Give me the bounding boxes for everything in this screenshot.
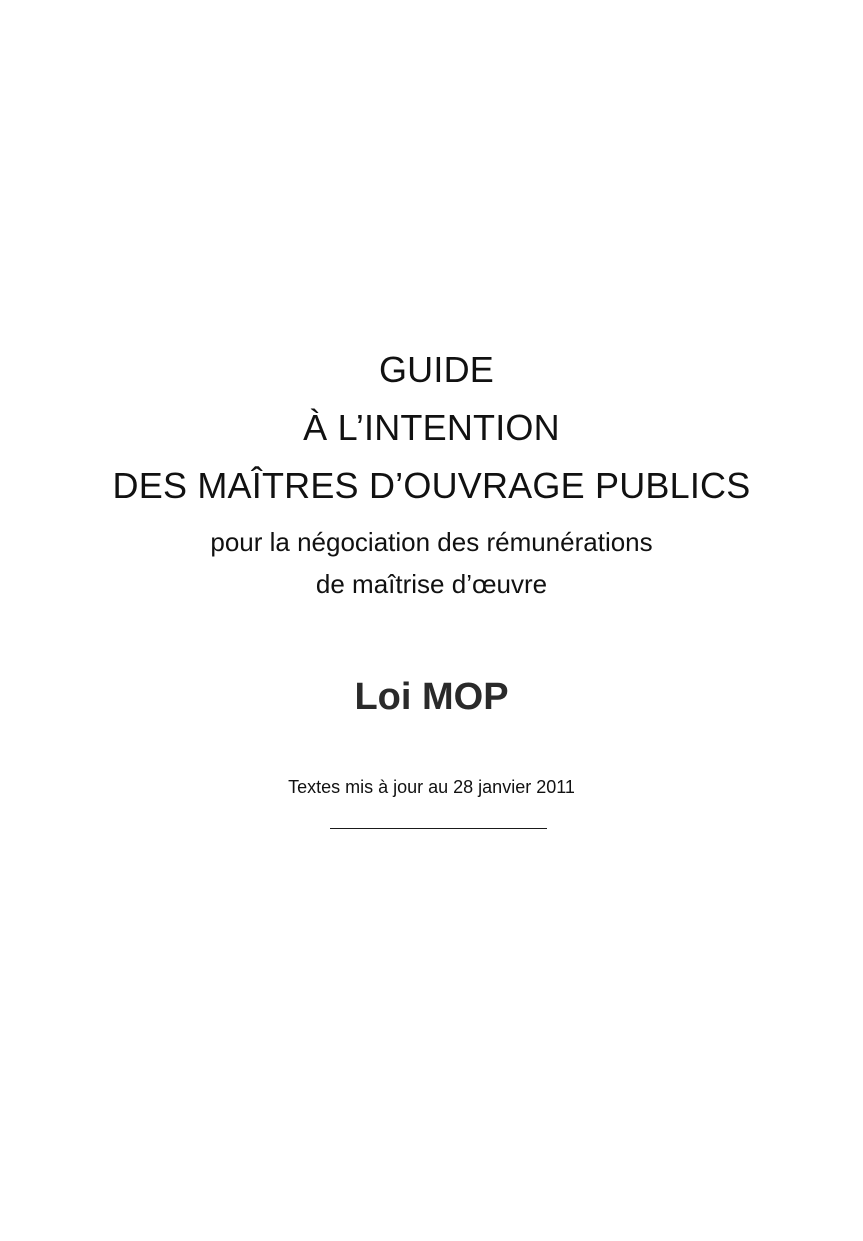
title-line-guide: GUIDE [378, 349, 494, 390]
update-date-note: Textes mis à jour au 28 janvier 2011 [288, 777, 575, 797]
subtitle-line-negociation: pour la négociation des rémunérations [210, 527, 653, 557]
title-line-intention: À L’INTENTION [303, 407, 560, 448]
title-line-maitres-ouvrage: DES MAÎTRES D’OUVRAGE PUBLICS [112, 465, 751, 506]
divider-rule [330, 828, 547, 829]
law-name-heading: Loi MOP [354, 676, 509, 718]
subtitle-line-maitrise: de maîtrise d’œuvre [315, 569, 548, 599]
